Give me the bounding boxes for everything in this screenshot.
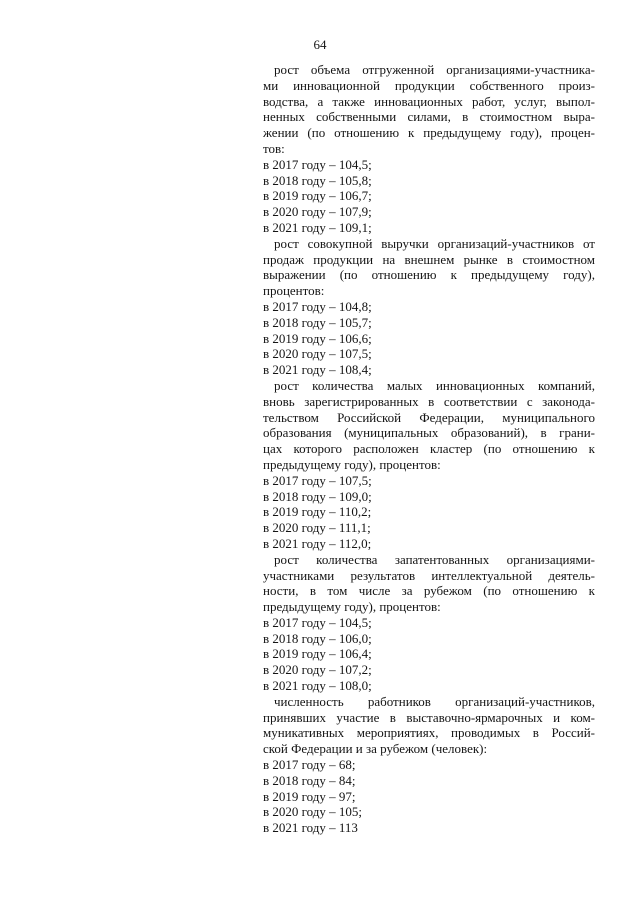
paragraph-line: образования (муниципальных образований), в грани-	[263, 425, 595, 441]
year-value-item: в 2017 году – 107,5;	[263, 472, 372, 488]
indicator-block	[263, 378, 595, 552]
paragraph-line: продаж продукции на внешнем рынке в стоимостном	[263, 251, 595, 267]
year-value-item: в 2019 году – 110,2;	[263, 504, 372, 520]
paragraph-line: ской Федерации и за рубежом (человек):	[263, 741, 488, 757]
paragraph-line: ности, в том числе за рубежом (по отношению к	[263, 583, 595, 599]
paragraph-line: жении (по отношению к предыдущему году), процен-	[263, 125, 595, 141]
year-value-item: в 2019 году – 97;	[263, 788, 356, 804]
paragraph-line: муникативных мероприятиях, проводимых в Россий-	[263, 725, 595, 741]
paragraph-line: предыдущему году), процентов:	[263, 599, 441, 615]
paragraph-line: рост количества запатентованных организациями-	[274, 551, 595, 567]
indicator-block	[263, 552, 595, 694]
paragraph-line: рост количества малых инновационных компаний,	[274, 377, 595, 393]
year-value-item: в 2018 году – 109,0;	[263, 488, 372, 504]
year-value-item: в 2021 году – 109,1;	[263, 219, 372, 235]
year-value-item: в 2020 году – 107,5;	[263, 346, 372, 362]
year-value-item: в 2018 году – 106,0;	[263, 630, 372, 646]
year-value-item: в 2018 году – 84;	[263, 772, 356, 788]
year-value-item: в 2021 году – 108,0;	[263, 678, 372, 694]
year-value-item: в 2018 году – 105,8;	[263, 172, 372, 188]
indicator-block	[263, 694, 595, 836]
year-value-item: в 2020 году – 107,9;	[263, 204, 372, 220]
year-value-item: в 2021 году – 108,4;	[263, 362, 372, 378]
year-value-item: в 2020 году – 107,2;	[263, 662, 372, 678]
paragraph-line: предыдущему году), процентов:	[263, 456, 441, 472]
paragraph-line: водства, а также инновационных работ, услуг, выпол-	[263, 93, 595, 109]
year-value-item: в 2021 году – 113	[263, 820, 358, 836]
paragraph-line: тельством Российской Федерации, муниципального	[263, 409, 595, 425]
year-value-item: в 2017 году – 68;	[263, 757, 356, 773]
paragraph-line: численность работников организаций-участников,	[274, 693, 595, 709]
paragraph-line: участниками результатов интеллектуальной деятель-	[263, 567, 595, 583]
year-value-item: в 2021 году – 112,0;	[263, 535, 372, 551]
year-value-item: в 2019 году – 106,6;	[263, 330, 372, 346]
year-value-item: в 2019 году – 106,7;	[263, 188, 372, 204]
indicator-block	[263, 236, 595, 378]
year-value-item: в 2020 году – 105;	[263, 804, 362, 820]
year-value-item: в 2017 году – 104,8;	[263, 298, 372, 314]
paragraph-line: тов:	[263, 140, 285, 156]
paragraph-line: процентов:	[263, 283, 325, 299]
page-number: 64	[313, 37, 327, 52]
paragraph-line: ненных собственными силами, в стоимостном выра-	[263, 109, 595, 125]
year-value-item: в 2020 году – 111,1;	[263, 520, 371, 536]
paragraph-line: принявших участие в выставочно-ярмарочных и ком-	[263, 709, 595, 725]
paragraph-line: ми инновационной продукции собственного произ-	[263, 77, 595, 93]
year-value-item: в 2018 году – 105,7;	[263, 314, 372, 330]
paragraph-line: рост объема отгруженной организациями-участника-	[274, 62, 595, 77]
paragraph-line: цах которого расположен кластер (по отношению к	[263, 441, 595, 457]
paragraph-line: выражении (по отношению к предыдущему году),	[263, 267, 595, 283]
paragraph-line: вновь зарегистрированных в соответствии с законода-	[263, 393, 595, 409]
indicator-block	[263, 62, 595, 236]
paragraph-line: рост совокупной выручки организаций-участников от	[274, 235, 595, 251]
year-value-item: в 2017 году – 104,5;	[263, 156, 372, 172]
document-body	[263, 62, 595, 836]
year-value-item: в 2017 году – 104,5;	[263, 614, 372, 630]
year-value-item: в 2019 году – 106,4;	[263, 646, 372, 662]
